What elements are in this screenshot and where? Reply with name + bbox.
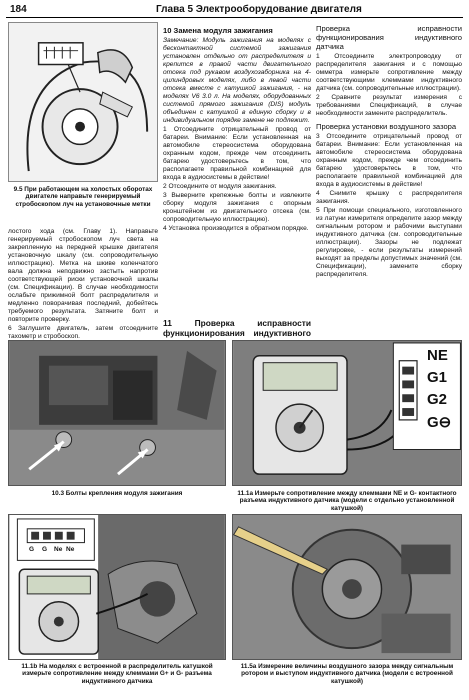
middle-column-text — [163, 24, 311, 234]
connector-label-g1: G1 — [427, 369, 448, 386]
right-step-4: 4 Снимите крышку с распределителя зажигания. — [316, 190, 462, 205]
connector-label-g-minus: G⊖ — [427, 414, 452, 431]
left-paragraph-2: 6 Заглушите двигатель, затем отсоедините тахометр и стробоскоп. — [8, 325, 158, 340]
caption-fig-9-5: 9.5 При работающем на холостых оборотах двигателе направьте генерируемый стробоскопом луч на установочные метки — [13, 186, 153, 208]
right-column-text — [316, 24, 462, 280]
section-11-title: 11 Проверка исправности функционирования индуктивного — [163, 318, 311, 338]
subsection-gap-title: Проверка установки воздушного зазора — [316, 122, 457, 131]
small-connector-label-1: G — [29, 546, 35, 553]
left-column-text — [8, 228, 158, 342]
multimeter-distributor-photo — [9, 515, 225, 659]
small-connector-label-3: Ne — [54, 546, 63, 553]
small-connector-label-4: Ne — [66, 546, 75, 553]
subsection-check-title: Проверка исправности функционирования индуктивного датчика — [316, 24, 462, 51]
section-10-step-2: 2 Отсоедините от модуля зажигания. — [163, 183, 277, 190]
caption-fig-11-1b: 11.1b На моделях с встроенной в распределитель катушкой измерьте сопротивление между клеммами G+ и G- разъема индуктивного датчика — [21, 663, 213, 685]
left-paragraph-1: лостого хода (см. Главу 1). Направьте генерируемый стробоскопом луч света на закрепленную на передней крышке двигателя установочную шкалу (см. сопроводительную иллюстрацию). Метка на шкиве коленчатого вала должна неподвижно застыть напротив соответствующей риски установочной шкалы (см. Спецификации). В случае необходимости ослабьте прижимной болт распределителя и медленно поворачивая последний, добейтесь требуемого результата. Затяните болт и повторите проверку. — [8, 228, 158, 323]
ignition-module-photo — [9, 341, 225, 485]
photo-timing-marks — [8, 22, 158, 182]
photo-ignition-module-bolts — [8, 340, 226, 486]
photo-multimeter-ne-g — [232, 340, 462, 486]
right-step-2: 2 Сравните результат измерения с требованиями Спецификаций, в случае необходимости замените распределитель. — [316, 94, 462, 117]
section-10-step-3: 3 Выверните крепежные болты и извлеките сборку модуля зажигания с опорным кронштейном из двигательного отсека (см. сопроводительную иллюстрацию). — [163, 192, 311, 223]
caption-fig-11-1a: 11.1а Измерьте сопротивление между клеммами NE и G- контактного разъема индуктивного датчика (модели с отдельно установленной катушкой) — [237, 490, 457, 512]
section-10-title: 10 Замена модуля зажигания — [163, 26, 273, 35]
page-number: 184 — [10, 4, 27, 15]
connector-label-ne: NE — [427, 347, 448, 364]
caption-fig-10-3: 10.3 Болты крепления модуля зажигания — [51, 490, 183, 497]
connector-label-g2: G2 — [427, 391, 448, 408]
air-gap-photo — [233, 515, 461, 659]
photo-air-gap-measure — [232, 514, 462, 660]
chapter-title: Глава 5 Электрооборудование двигателя — [156, 4, 362, 15]
photo-multimeter-g-plus-g-minus — [8, 514, 226, 660]
right-step-1: 1 Отсоедините электропроводку от распределителя зажигания и с помощью омметра измерьте сопротивление между соответствующими клеммами индуктивного датчика (см. сопроводительные иллюстрации). — [316, 53, 462, 92]
section-10-note: Замечание: Модуль зажигания на моделях с бесконтактной системой зажигания установлен отдельно от распределителя и крепится в правой части двигательного отсека под рукавом воздухозаборника на 4-цилиндровых моделях, либо в левой части отсека вместе с катушкой зажигания, - на моделях V6 3.0 л. На моделях, оборудованных системой прямого зажигания (DIS) модуль объединен с катушкой в единую сборку и в индивидуальном порядке замене не подлежит. — [163, 37, 311, 124]
section-10-step-1: 1 Отсоедините отрицательный провод от батареи. Внимание: Если установленная на автомобиле стереосистема оборудована охранным кодом, прежде чем отсоединить батарею удостоверьтесь в том, что располагаете правильной комбинацией для входа в аудиосистемы в действие! — [163, 126, 311, 181]
right-step-5: 5 При помощи специального, изготовленного из латуни измерителя определите зазор между сигнальным ротором и рабочими выступами индуктивного датчика (см. сопроводительные иллюстрации). Зазоры не подлежат регулировке, - если результаты измерений выходят за пределы допустимых значений (см. Спецификации), замените сборку распределителя. — [316, 207, 462, 278]
page-header — [6, 4, 463, 18]
caption-fig-11-5a: 11.5а Измерение величины воздушного зазора между сигнальным ротором и выступом индуктивного датчика (модели с встроенной катушкой) — [240, 663, 454, 685]
section-10-step-4: 4 Установка производится в обратном порядке. — [163, 225, 309, 232]
right-step-3: 3 Отсоедините отрицательный провод от батареи. Внимание: Если установленная на автомобиле стереосистема оборудована охранным кодом, прежде чем отсоединить батарею удостоверьтесь в том, что располагаете правильной комбинацией для входа в аудиосистемы в действие! — [316, 133, 462, 188]
timing-marks-drawing — [9, 23, 157, 181]
small-connector-label-2: G — [42, 546, 48, 553]
